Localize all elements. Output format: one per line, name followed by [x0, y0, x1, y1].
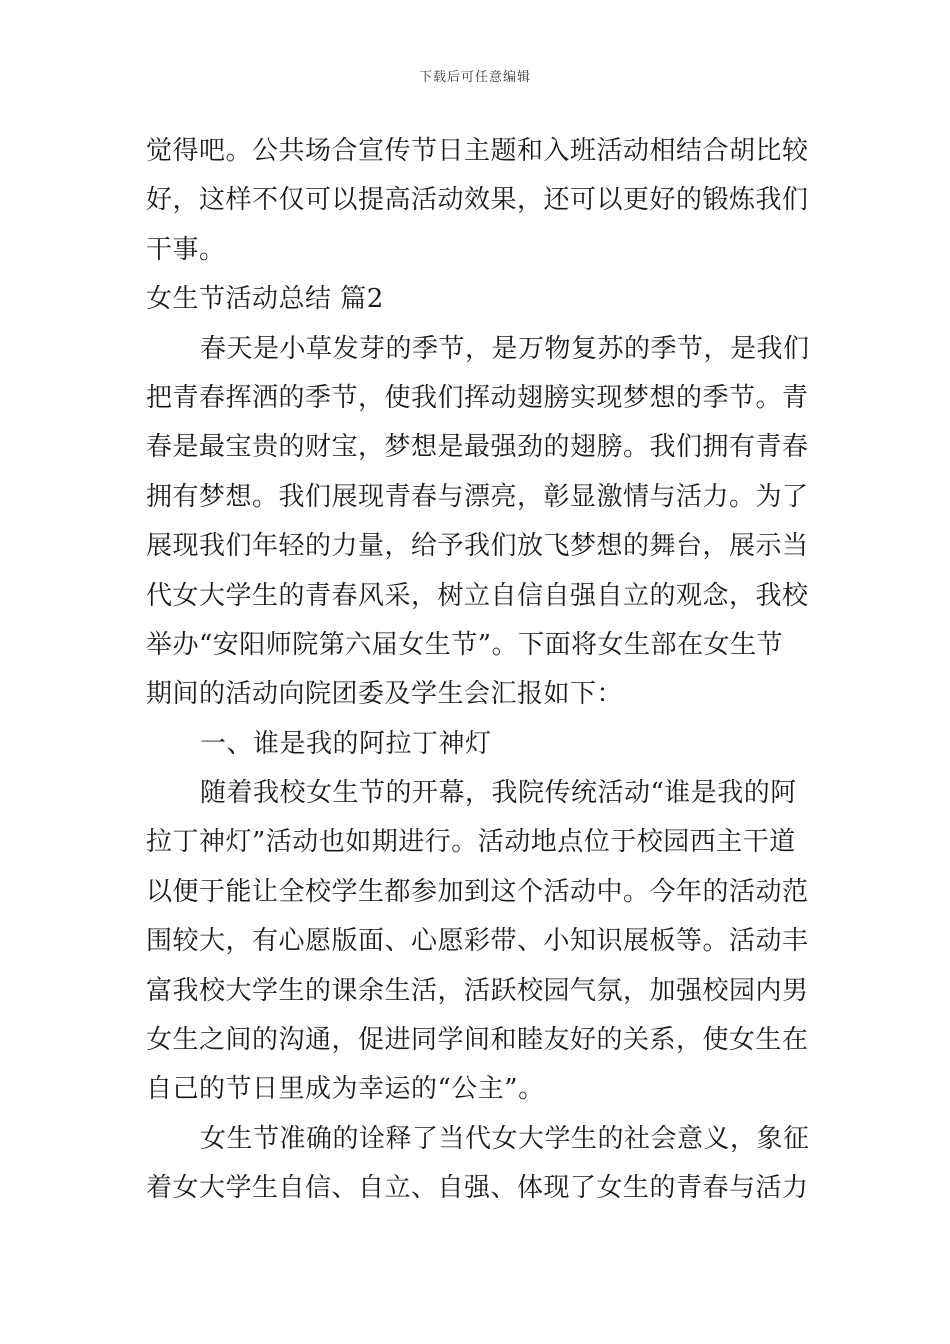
text-line: 拉丁神灯”活动也如期进行。活动地点位于校园西主干道 [146, 827, 796, 858]
subsection-heading: 一、谁是我的阿拉丁神灯 [200, 728, 492, 759]
text-line: 女生节准确的诠释了当代女大学生的社会意义，象征 [200, 1123, 810, 1154]
section-title: 女生节活动总结 篇2 [146, 284, 384, 315]
page-header: 下载后可任意编辑 [418, 70, 531, 85]
text-line: 女生之间的沟通，促进同学间和睦友好的关系，使女生在 [146, 1025, 809, 1056]
text-line: 展现我们年轻的力量，给予我们放飞梦想的舞台，展示当 [146, 531, 809, 562]
text-line: 富我校大学生的课余生活，活跃校园气氛，加强校园内男 [146, 975, 809, 1006]
text-line: 自己的节日里成为幸运的“公主”。 [146, 1074, 545, 1105]
document-body [146, 127, 808, 1214]
text-line: 春天是小草发芽的季节，是万物复苏的季节，是我们 [200, 333, 810, 364]
text-line: 着女大学生自信、自立、自强、体现了女生的青春与活力 [146, 1173, 809, 1204]
text-line: 代女大学生的青春风采，树立自信自强自立的观念，我校 [146, 580, 809, 611]
text-line: 干事。 [146, 234, 226, 265]
text-line: 觉得吧。公共场合宣传节日主题和入班活动相结合胡比较 [146, 136, 809, 166]
text-line: 把青春挥洒的季节，使我们挥动翅膀实现梦想的季节。青 [146, 382, 809, 413]
text-line: 以便于能让全校学生都参加到这个活动中。今年的活动范 [146, 876, 809, 907]
text-line: 好，这样不仅可以提高活动效果，还可以更好的锻炼我们 [146, 185, 809, 216]
text-line: 举办“安阳师院第六届女生节”。下面将女生部在女生节 [146, 629, 784, 660]
text-line: 拥有梦想。我们展现青春与漂亮，彰显激情与活力。为了 [146, 481, 809, 512]
text-line: 春是最宝贵的财宝，梦想是最强劲的翅膀。我们拥有青春 [146, 432, 809, 463]
text-line: 随着我校女生节的开幕，我院传统活动“谁是我的阿 [200, 778, 797, 809]
text-line: 期间的活动向院团委及学生会汇报如下： [146, 679, 624, 710]
text-line: 围较大，有心愿版面、心愿彩带、小知识展板等。活动丰 [146, 926, 809, 957]
